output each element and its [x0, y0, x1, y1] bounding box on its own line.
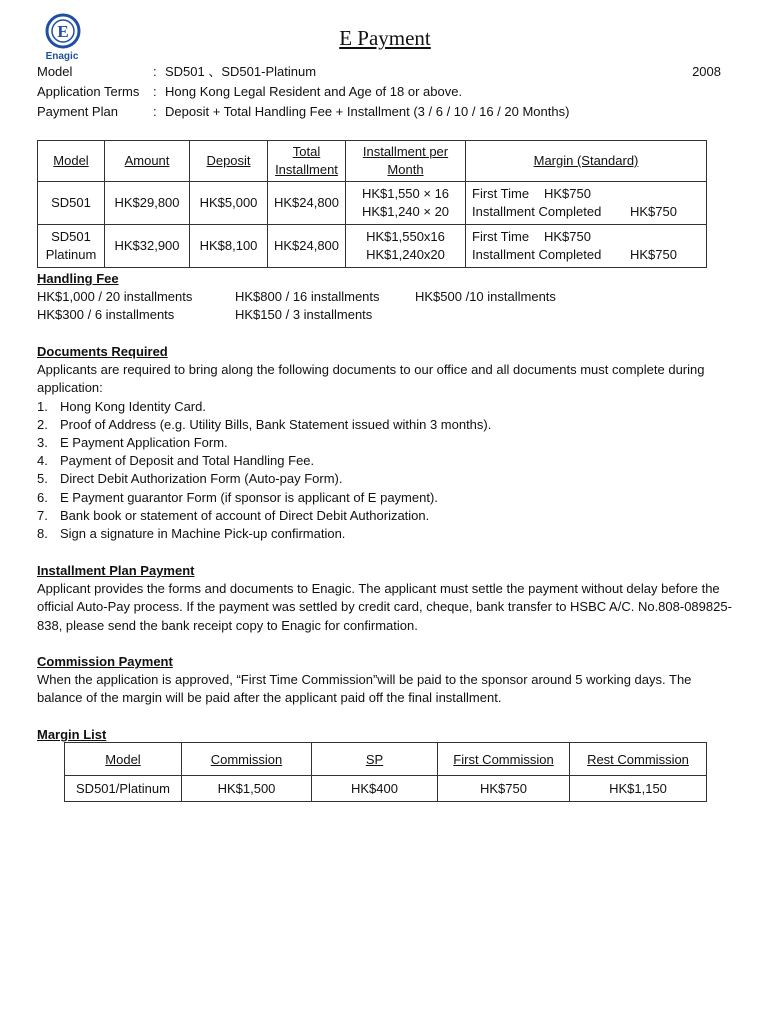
info-value: Hong Kong Legal Resident and Age of 18 or above.: [165, 84, 463, 99]
list-number: 4.: [37, 453, 48, 469]
list-item: [37, 489, 737, 507]
fee-item: HK$500 /10 installments: [415, 289, 556, 305]
margin-line: [472, 228, 703, 246]
table-cell: HK$1,500: [182, 776, 312, 802]
commission-section: [37, 653, 737, 708]
margin-line: [472, 246, 703, 264]
col-header-total: [268, 141, 346, 182]
fee-row: [37, 306, 737, 324]
commission-body: When the application is approved, “First Time Commission”will be paid to the sponsor around 5 working days. The balance of the margin will be paid after the applicant paid off the final installment.: [37, 672, 692, 706]
margin-line: [472, 185, 703, 203]
table-row: [65, 776, 707, 802]
col-header-margin: Margin (Standard): [466, 141, 707, 182]
handling-fee-section: [37, 270, 737, 325]
cell-line: HK$1,240 × 20: [361, 204, 450, 219]
cell-margin: [466, 225, 707, 268]
cell-model: [38, 225, 105, 268]
table-row: [38, 182, 707, 225]
table-cell: HK$750: [438, 776, 570, 802]
list-text: Bank book or statement of account of Direct Debit Authorization.: [60, 507, 430, 523]
cell-amount: HK$29,800: [105, 182, 190, 225]
logo-brand: Enagic: [45, 51, 79, 62]
section-heading: Installment Plan Payment: [37, 563, 195, 578]
list-number: 3.: [37, 435, 48, 451]
fee-item: HK$150 / 3 installments: [235, 307, 373, 323]
info-label: Model: [37, 64, 73, 79]
table-cell: HK$1,150: [570, 776, 707, 802]
col-header: Rest Commission: [570, 743, 707, 776]
col-header: First Commission: [438, 743, 570, 776]
header-line: Installment per: [362, 144, 449, 159]
info-row-plan: [37, 103, 727, 123]
fee-item: HK$800 / 16 installments: [235, 289, 380, 305]
list-number: 1.: [37, 398, 48, 414]
cell-per-month: [346, 225, 466, 268]
table-cell: HK$400: [312, 776, 438, 802]
list-item: [37, 398, 737, 416]
info-value: Deposit + Total Handling Fee + Installment (3 / 6 / 10 / 16 / 20 Months): [165, 104, 570, 119]
margin-value: HK$750: [544, 229, 591, 244]
info-colon: :: [153, 84, 157, 99]
table-row: [38, 225, 707, 268]
list-item: [37, 434, 737, 452]
list-number: 7.: [37, 507, 48, 523]
list-item: [37, 507, 737, 525]
cell-deposit: HK$5,000: [190, 182, 268, 225]
list-text: Direct Debit Authorization Form (Auto-pay Form).: [60, 471, 343, 487]
documents-list: [37, 398, 737, 544]
margin-label: Installment Completed: [472, 247, 602, 262]
cell-line: SD501: [51, 195, 91, 210]
list-text: Sign a signature in Machine Pick-up confirmation.: [60, 526, 346, 542]
margin-label: First Time: [472, 229, 530, 244]
header-line: Total: [292, 144, 321, 159]
cell-per-month: [346, 182, 466, 225]
section-heading: Margin List: [37, 727, 107, 742]
cell-deposit: HK$8,100: [190, 225, 268, 268]
section-heading: Handling Fee: [37, 271, 119, 286]
margin-value: HK$750: [630, 204, 677, 219]
list-text: Proof of Address (e.g. Utility Bills, Bank Statement issued within 3 months).: [60, 416, 492, 432]
installment-section: [37, 562, 737, 635]
cell-model: [38, 182, 105, 225]
list-text: Payment of Deposit and Total Handling Fee.: [60, 453, 315, 469]
info-row-terms: [37, 83, 727, 103]
info-row-model: [37, 63, 727, 83]
cell-line: HK$1,240x20: [366, 247, 445, 262]
info-label: Payment Plan: [37, 104, 118, 119]
logo-mark: E: [57, 22, 69, 41]
cell-total: HK$24,800: [268, 182, 346, 225]
list-text: E Payment Application Form.: [60, 435, 228, 451]
list-text: E Payment guarantor Form (if sponsor is applicant of E payment).: [60, 489, 438, 505]
page-title: E Payment: [339, 26, 431, 50]
header-line: Month: [387, 162, 424, 177]
margin-label: Installment Completed: [472, 204, 602, 219]
pricing-table: [37, 140, 707, 268]
margin-list-table: [64, 742, 707, 802]
documents-section: [37, 343, 737, 543]
list-item: [37, 452, 737, 470]
info-colon: :: [153, 64, 157, 79]
info-colon: :: [153, 104, 157, 119]
margin-line: [472, 203, 703, 221]
fee-row: [37, 288, 737, 306]
cell-line: Platinum: [45, 247, 97, 262]
info-label: Application Terms: [37, 84, 140, 99]
info-value: SD501 、SD501-Platinum: [165, 64, 317, 79]
list-item: [37, 470, 737, 488]
year: 2008: [692, 64, 721, 79]
cell-total: HK$24,800: [268, 225, 346, 268]
header-line: Installment: [275, 162, 338, 177]
cell-line: HK$1,550 × 16: [361, 186, 450, 201]
fee-item: HK$300 / 6 installments: [37, 307, 175, 323]
fee-item: HK$1,000 / 20 installments: [37, 289, 193, 305]
list-number: 5.: [37, 471, 48, 487]
cell-line: SD501: [51, 229, 91, 244]
section-heading: Documents Required: [37, 344, 168, 359]
table-header-row: [65, 743, 707, 776]
col-header-amount: Amount: [105, 141, 190, 182]
documents-intro: Applicants are required to bring along the following documents to our office and all documents must complete during application:: [37, 362, 705, 396]
list-text: Hong Kong Identity Card.: [60, 398, 206, 414]
list-number: 6.: [37, 489, 48, 505]
cell-amount: HK$32,900: [105, 225, 190, 268]
table-cell: SD501/Platinum: [65, 776, 182, 802]
col-header-model: Model: [38, 141, 105, 182]
col-header: Commission: [182, 743, 312, 776]
col-header: SP: [312, 743, 438, 776]
col-header-deposit: Deposit: [190, 141, 268, 182]
info-block: [37, 63, 727, 123]
section-heading: Commission Payment: [37, 654, 173, 669]
col-header-per-month: [346, 141, 466, 182]
col-header: Model: [65, 743, 182, 776]
list-number: 8.: [37, 526, 48, 542]
margin-value: HK$750: [544, 186, 591, 201]
list-number: 2.: [37, 416, 48, 432]
table-header-row: [38, 141, 707, 182]
cell-line: HK$1,550x16: [366, 229, 445, 244]
installment-body: Applicant provides the forms and documents to Enagic. The applicant must settle the payment without delay before the official Auto-Pay process. If the payment was settled by credit card, cheque, bank transfer to HSBC A/C. No.808-089825-838, please send the bank receipt copy to Enagic for confirmation.: [37, 581, 732, 633]
list-item: [37, 416, 737, 434]
cell-margin: [466, 182, 707, 225]
list-item: [37, 525, 737, 543]
margin-label: First Time: [472, 186, 530, 201]
margin-value: HK$750: [630, 247, 677, 262]
